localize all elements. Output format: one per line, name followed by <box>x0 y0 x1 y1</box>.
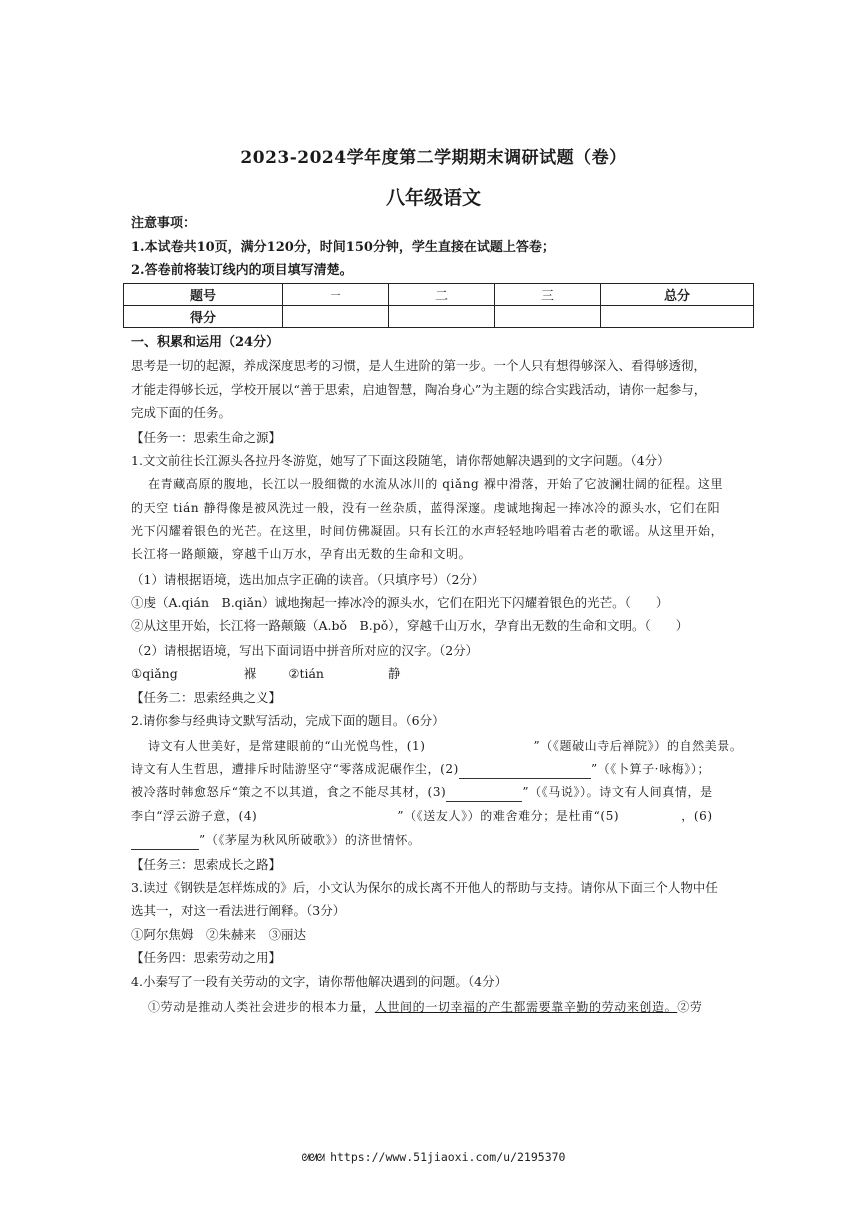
recite-line-4: 李白“浮云游子意，(4) ”（《送友人》）的难舍难分；是杜甫“(5) ，(6) <box>131 809 713 823</box>
score-cell-total[interactable] <box>601 306 754 328</box>
score-cell-1[interactable] <box>283 306 389 328</box>
recite-line-3: 被冷落时韩愈怒斥“策之不以其道，食之不能尽其材，(3) ”（《马说》）。诗文有人间真情，是 <box>131 782 713 802</box>
question-1-1-a: ①虔（A.qián B.qiǎn）诚地掬起一捧冰冷的源头水，它们在阳光下闪耀着银色的光芒。（ ） <box>131 595 669 610</box>
task4-heading: 【任务四：思索劳动之用】 <box>131 950 282 965</box>
underlined-sentence: 人世间的一切幸福的产生都需要靠辛勤的劳动来创造。 <box>374 1000 678 1014</box>
task3-heading: 【任务三：思索成长之路】 <box>131 857 282 872</box>
question-4-passage: ①劳动是推动人类社会进步的根本力量，人世间的一切幸福的产生都需要靠辛勤的劳动来创造。②劳 <box>148 1000 703 1014</box>
answer-blank-3[interactable] <box>446 787 522 802</box>
question-4: 4.小秦写了一段有关劳动的文字，请你帮他解决遇到的问题。（4分） <box>131 974 508 989</box>
question-2: 2.请你参与经典诗文默写活动，完成下面的题目。（6分） <box>131 713 445 728</box>
char-2: 静 <box>387 666 401 681</box>
score-table-header-row <box>124 284 754 306</box>
notes-item-2: 2.答卷前将装订线内的项目填写清楚。 <box>131 263 353 278</box>
recite-line-5: ”（《茅屋为秋风所破歌》）的济世情怀。 <box>131 830 421 850</box>
score-table-row <box>124 306 754 328</box>
answer-blank-6[interactable] <box>131 835 199 850</box>
question-1-2-items <box>131 664 400 684</box>
score-table <box>123 283 754 328</box>
logo-icon: ᘛᘛᘛ <box>301 1153 325 1164</box>
score-header-label: 题号 <box>124 284 283 306</box>
score-header-total: 总分 <box>601 284 754 306</box>
passage-line-1: 在青藏高原的腹地，长江以一股细微的水流从冰川的 qiǎng 褓中滑落，开始了它波澜壮阔的征程。这里 <box>148 477 724 491</box>
intro-line-2: 才能走得够长远，学校开展以“善于思索，启迪智慧，陶冶身心”为主题的综合实践活动，请你一起参与， <box>131 382 707 397</box>
recite-line-1: 诗文有人世美好，是常建眼前的“山光悦鸟性，(1) ”（《题破山寺后禅院》）的自然美景。 <box>148 739 743 753</box>
footer-link[interactable] <box>0 1150 867 1164</box>
passage-line-2: 的天空 tián 静得像是被风洗过一般，没有一丝杂质，蓝得深邃。虔诚地掬起一捧冰冷的源头水，它们在阳 <box>131 501 721 515</box>
score-row-label: 得分 <box>124 306 283 328</box>
pinyin-1: ①qiǎng <box>131 666 178 681</box>
passage-line-3: 光下闪耀着银色的光芒。在这里，时间仿佛凝固。只有长江的水声轻轻地吟唱着古老的歌谣。从这里开始， <box>131 524 724 538</box>
score-header-2: 二 <box>389 284 495 306</box>
score-header-1: 一 <box>283 284 389 306</box>
section-heading: 一、积累和运用（24分） <box>131 335 280 350</box>
recite-line-2: 诗文有人生哲思，遭排斥时陆游坚守“零落成泥碾作尘，(2) ”（《卜算子·咏梅》）； <box>131 759 710 779</box>
task1-heading: 【任务一：思索生命之源】 <box>131 430 282 445</box>
passage-line-4: 长江将一路颠簸，穿越千山万水，孕育出无数的生命和文明。 <box>131 547 472 561</box>
question-1: 1.文文前往长江源头各拉丹冬游览，她写了下面这段随笔，请你帮她解决遇到的文字问题。（4分） <box>131 453 670 468</box>
page-title: 2023-2024学年度第二学期期末调研试题（卷） <box>240 148 627 168</box>
intro-line-1: 思考是一切的起源，养成深度思考的习惯，是人生进阶的第一步。一个人只有想得够深入、看得够透彻， <box>131 358 707 373</box>
question-3-options: ①阿尔焦姆 ②朱赫来 ③丽达 <box>131 927 307 942</box>
intro-line-3: 完成下面的任务。 <box>131 405 232 420</box>
question-1-2: （2）请根据语境，写出下面词语中拼音所对应的汉字。（2分） <box>131 643 479 658</box>
question-3-line-2: 选其一，对这一看法进行阐释。（3分） <box>131 903 346 918</box>
char-1: 褓 <box>243 666 257 681</box>
score-header-3: 三 <box>495 284 601 306</box>
question-1-1: （1）请根据语境，选出加点字正确的读音。（只填序号）（2分） <box>131 572 485 587</box>
footer-url[interactable]: https://www.51jiaoxi.com/u/2195370 <box>330 1150 566 1164</box>
score-cell-3[interactable] <box>495 306 601 328</box>
answer-blank-2[interactable] <box>459 764 591 779</box>
question-3-line-1: 3.读过《钢铁是怎样炼成的》后，小文认为保尔的成长离不开他人的帮助与支持。请你从下面三个人物中任 <box>131 880 718 895</box>
notes-item-1: 1.本试卷共10页，满分120分，时间150分钟，学生直接在试题上答卷； <box>131 240 555 255</box>
notes-heading: 注意事项： <box>131 216 197 231</box>
pinyin-2: ②tián <box>288 666 324 681</box>
page-subtitle: 八年级语文 <box>385 187 481 209</box>
score-cell-2[interactable] <box>389 306 495 328</box>
question-1-1-b: ②从这里开始，长江将一路颠簸（A.bǒ B.pǒ），穿越千山万水，孕育出无数的生命和文明。（ ） <box>131 618 689 633</box>
task2-heading: 【任务二：思索经典之义】 <box>131 690 282 705</box>
